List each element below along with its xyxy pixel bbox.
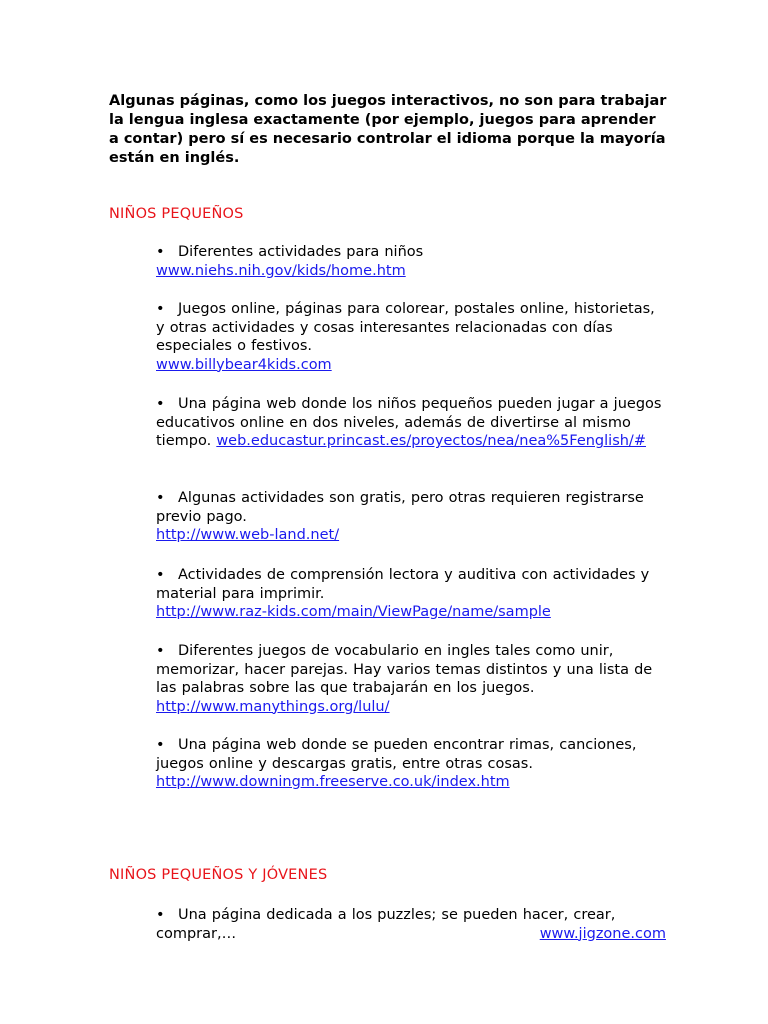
- item-link[interactable]: http://www.downingm.freeserve.co.uk/index.htm: [156, 774, 510, 790]
- item-link[interactable]: www.jigzone.com: [539, 925, 666, 942]
- item-link[interactable]: www.niehs.nih.gov/kids/home.htm: [156, 262, 406, 279]
- intro-paragraph: Algunas páginas, como los juegos interactivos, no son para trabajar la lengua inglesa exactamente (por ejemplo, juegos para aprender a contar) pero sí es necesario controlar el idioma porque la mayoría están en inglés.: [109, 93, 667, 166]
- list-item: [156, 300, 666, 374]
- list-item: [156, 906, 666, 943]
- section-heading-ninos-pequenos-y-jovenes: NIÑOS PEQUEÑOS Y JÓVENES: [109, 867, 328, 883]
- item-text: Actividades de comprensión lectora y auditiva con actividades y material para imprimir.: [156, 567, 650, 602]
- item-link[interactable]: http://www.manythings.org/lulu/: [156, 698, 390, 715]
- item-link[interactable]: http://www.raz-kids.com/main/ViewPage/name/sample: [156, 604, 551, 620]
- item-text: Algunas actividades son gratis, pero otras requieren registrarse previo pago.: [156, 490, 644, 525]
- list-item: [156, 243, 666, 280]
- item-link[interactable]: http://www.web-land.net/: [156, 527, 340, 543]
- bullet-icon: •: [156, 737, 165, 753]
- list-item: [156, 642, 666, 716]
- list-item: [156, 566, 666, 622]
- item-text: Diferentes juegos de vocabulario en ingles tales como unir, memorizar, hacer parejas. Hay varios temas distintos y una lista de las palabras sobre las que trabajarán en los juegos.: [156, 643, 653, 696]
- bullet-icon: •: [156, 643, 165, 659]
- bullet-icon: •: [156, 490, 165, 506]
- item-link[interactable]: web.educastur.princast.es/proyectos/nea/nea%5Fenglish/#: [216, 433, 646, 449]
- list-item: [156, 395, 666, 451]
- bullet-icon: •: [156, 396, 165, 412]
- item-text: Diferentes actividades para niños: [178, 244, 424, 260]
- bullet-icon: •: [156, 907, 165, 923]
- item-link[interactable]: www.billybear4kids.com: [156, 356, 332, 373]
- list-item: [156, 736, 666, 792]
- item-text: Juegos online, páginas para colorear, postales online, historietas, y otras actividades y cosas interesantes relacionadas con días especiales o festivos.: [156, 301, 655, 354]
- item-text: Una página dedicada a los puzzles; se pueden hacer, crear, comprar,…: [156, 907, 616, 942]
- item-text: Una página web donde los niños pequeños pueden jugar a juegos educativos online en dos niveles, además de divertirse al mismo tiempo.: [156, 396, 662, 449]
- bullet-icon: •: [156, 301, 165, 317]
- item-text: Una página web donde se pueden encontrar rimas, canciones, juegos online y descargas gratis, entre otras cosas.: [156, 737, 637, 772]
- bullet-icon: •: [156, 567, 165, 583]
- bullet-icon: •: [156, 244, 165, 260]
- list-item: [156, 489, 666, 545]
- section-heading-ninos-pequenos: NIÑOS PEQUEÑOS: [109, 206, 244, 222]
